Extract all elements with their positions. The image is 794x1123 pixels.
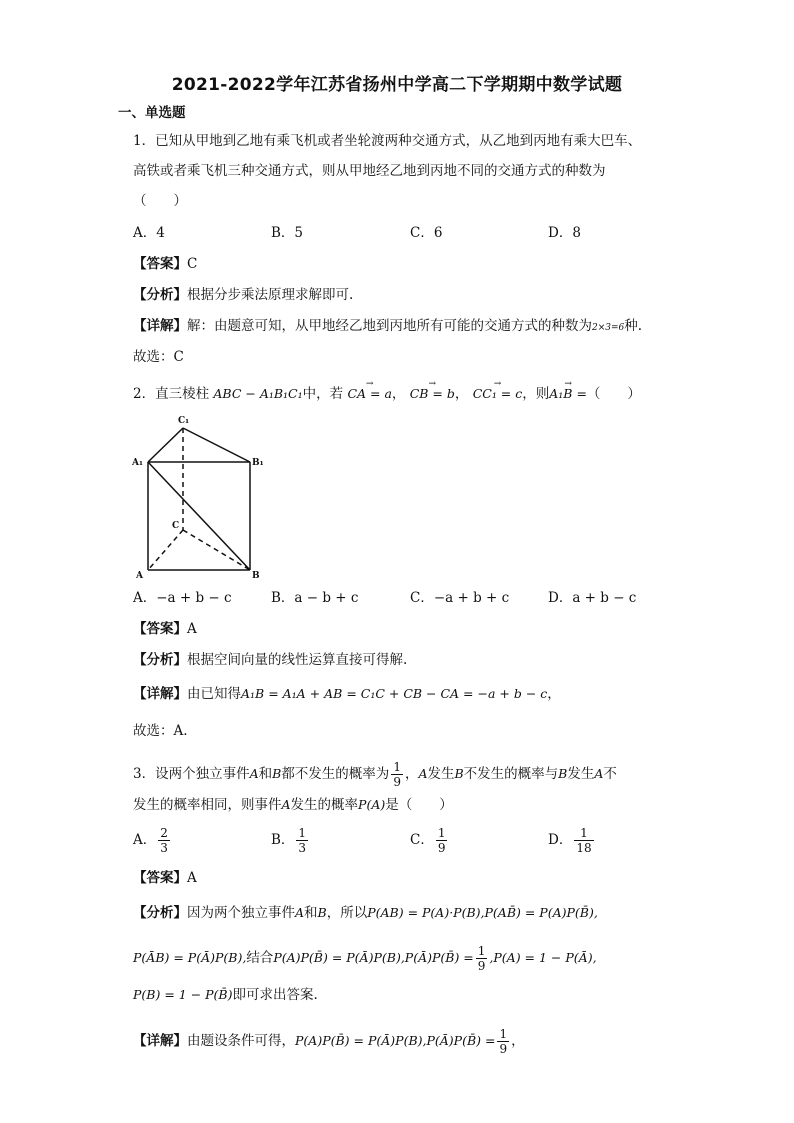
q3-event-b: B bbox=[558, 766, 568, 781]
choice-fraction bbox=[436, 826, 448, 855]
q1-detail-math: 2×3=6 bbox=[592, 323, 625, 333]
q3-analysis-line2 bbox=[133, 944, 597, 973]
q3-fraction bbox=[391, 760, 403, 789]
q2-conclusion: 故选：A. bbox=[133, 723, 188, 739]
q2-stem: 2．直三棱柱 ABC − A₁B₁C₁中，若 → CA = a， → CB = b， → CC₁ = c，则→ A₁B =（ ） bbox=[133, 385, 641, 403]
choice-letter: D． bbox=[548, 832, 573, 848]
q2-answer bbox=[133, 620, 197, 638]
prism-figure bbox=[128, 412, 268, 582]
q2-detail-text: 由已知得 bbox=[187, 686, 241, 702]
edge-c1-a1 bbox=[148, 428, 183, 462]
q3-detail bbox=[133, 1027, 525, 1056]
q3-text: 3．设两个独立事件 bbox=[133, 766, 250, 782]
fraction-numerator: 1 bbox=[574, 826, 593, 841]
q3-text: 和 bbox=[304, 905, 318, 921]
q3-text: 是（ ） bbox=[385, 797, 453, 813]
fraction-numerator: 1 bbox=[393, 760, 401, 774]
q3-text: 发生的概率 bbox=[290, 797, 359, 813]
choice-letter: C． bbox=[410, 832, 434, 848]
q1-choice-c: C．6 bbox=[410, 225, 443, 241]
q2-mid: 中，若 bbox=[302, 386, 344, 402]
q2-cond1: → CA = a bbox=[347, 385, 391, 403]
label-b1: B₁ bbox=[252, 458, 264, 468]
label-c: C bbox=[172, 521, 180, 531]
q2-cond3: → CC₁ = c bbox=[473, 385, 523, 403]
section-heading: 一、单选题 bbox=[118, 105, 186, 121]
q2-choice-b: B．a − b + c bbox=[271, 590, 359, 606]
q2-choice-c: C．−a + b + c bbox=[410, 590, 510, 606]
q2-lead: 2．直三棱柱 bbox=[133, 386, 210, 402]
q3-detail-math: P(A)P(B̄) = P(Ā)P(B),P(Ā)P(B̄) = bbox=[295, 1033, 496, 1048]
q1-detail bbox=[133, 317, 642, 337]
q2-target: → A₁B = bbox=[549, 385, 587, 403]
q3-event-b: B bbox=[272, 766, 282, 781]
q2-cond2: → CB = b bbox=[410, 385, 455, 403]
q2-detail-end: ， bbox=[547, 686, 561, 702]
q3-event-a: A bbox=[281, 797, 291, 812]
q3-analysis-math: P(A)P(B̄) = P(Ā)P(B),P(Ā)P(B̄) = bbox=[273, 950, 474, 965]
q3-text: 结合 bbox=[246, 950, 274, 966]
q1-conclusion: 故选：C bbox=[133, 349, 184, 365]
q3-event-a: A bbox=[249, 766, 259, 781]
q1-stem-line2: 高铁或者乘飞机三种交通方式，则从甲地经乙地到丙地不同的交通方式的种数为 bbox=[133, 163, 606, 179]
q2-choice-d: D．a + b − c bbox=[548, 590, 637, 606]
choice-letter: B． bbox=[271, 832, 295, 848]
q2-paren: （ ） bbox=[586, 386, 641, 402]
q3-text: 即可求出答案. bbox=[232, 987, 318, 1003]
q3-choice-b bbox=[271, 826, 310, 855]
q2-analysis bbox=[133, 651, 407, 669]
fraction-denominator: 9 bbox=[499, 1042, 508, 1056]
q2-analysis-tag: 【分析】 bbox=[133, 652, 187, 668]
q3-text: ， bbox=[404, 766, 419, 782]
q2-detail-tag: 【详解】 bbox=[133, 686, 187, 702]
q3-event-a: A bbox=[295, 905, 305, 920]
q3-text: 发生 bbox=[427, 766, 455, 782]
fraction-numerator: 1 bbox=[477, 944, 486, 958]
q2-detail bbox=[133, 685, 561, 703]
q1-answer-tag: 【答案】 bbox=[133, 256, 187, 272]
q3-stem-line2 bbox=[133, 796, 453, 814]
q3-detail-tag: 【详解】 bbox=[133, 1033, 187, 1049]
q1-analysis-text: 根据分步乘法原理求解即可. bbox=[187, 287, 354, 303]
fraction-denominator: 9 bbox=[393, 775, 401, 789]
q3-answer-tag: 【答案】 bbox=[133, 870, 187, 886]
q3-choice-d bbox=[548, 826, 596, 855]
label-a: A bbox=[136, 571, 143, 581]
fraction-numerator: 1 bbox=[298, 826, 307, 840]
label-a1: A₁ bbox=[132, 458, 143, 468]
q3-analysis-math: P(B) = 1 − P(B̄) bbox=[133, 987, 233, 1002]
q2-detail-math: A₁B = A₁A + AB = C₁C + CB − CA = −a + b − c bbox=[241, 686, 548, 701]
q3-text: 不发生的概率与 bbox=[463, 766, 559, 782]
choice-fraction bbox=[574, 826, 593, 855]
fraction-denominator: 18 bbox=[576, 841, 592, 855]
q3-text: ， bbox=[511, 1033, 525, 1049]
fraction-numerator: 1 bbox=[499, 1027, 508, 1041]
q3-analysis-line3 bbox=[133, 986, 318, 1004]
q3-choice-a bbox=[133, 826, 172, 855]
q3-prob-expr: P(A) bbox=[358, 797, 386, 812]
q2-choice-a: A．−a + b − c bbox=[133, 590, 232, 606]
q3-event-b: B bbox=[454, 766, 464, 781]
q3-event-a: A bbox=[594, 766, 604, 781]
q3-text: 发生 bbox=[567, 766, 595, 782]
q3-stem-line1 bbox=[133, 760, 617, 789]
edge-c1-b1 bbox=[183, 428, 250, 462]
q3-event-a: A bbox=[418, 766, 428, 781]
q3-text: 不 bbox=[603, 766, 617, 782]
fraction-numerator: 2 bbox=[160, 826, 168, 840]
q3-event-b: B bbox=[317, 905, 327, 920]
q3-text: ，所以 bbox=[326, 905, 368, 921]
fraction-denominator: 3 bbox=[160, 841, 168, 855]
page-title: 2021-2022学年江苏省扬州中学高二下学期期中数学试题 bbox=[171, 75, 623, 95]
q3-analysis-tag: 【分析】 bbox=[133, 905, 187, 921]
fraction-denominator: 9 bbox=[477, 959, 486, 973]
edge-c-b-hidden bbox=[183, 530, 250, 570]
edge-c-a-hidden bbox=[148, 530, 183, 570]
q2-answer-tag: 【答案】 bbox=[133, 621, 187, 637]
q3-detail-fraction bbox=[497, 1027, 509, 1056]
label-b: B bbox=[252, 571, 260, 581]
q1-detail-tag: 【详解】 bbox=[133, 318, 187, 334]
q3-answer-value: A bbox=[187, 870, 197, 886]
q1-detail-text: 解：由题意可知，从甲地经乙地到丙地所有可能的交通方式的种数为 bbox=[187, 318, 592, 334]
q2-answer-value: A bbox=[187, 621, 197, 637]
q3-text: 由题设条件可得， bbox=[187, 1033, 295, 1049]
q3-analysis-fraction bbox=[476, 944, 488, 973]
q3-text: 因为两个独立事件 bbox=[187, 905, 295, 921]
q3-text: 和 bbox=[258, 766, 273, 782]
q3-text: 都不发生的概率为 bbox=[281, 766, 390, 782]
q3-analysis-math: ,P(A) = 1 − P(Ā), bbox=[489, 950, 597, 965]
q1-stem-line3: （ ） bbox=[133, 193, 187, 209]
q2-prism: ABC − A₁B₁C₁ bbox=[213, 386, 303, 401]
q1-choice-b: B．5 bbox=[271, 225, 304, 241]
q2-ask: ，则 bbox=[522, 386, 550, 402]
choice-letter: A． bbox=[133, 832, 157, 848]
q1-answer-value: C bbox=[187, 256, 198, 272]
q2-analysis-text: 根据空间向量的线性运算直接可得解. bbox=[187, 652, 408, 668]
q1-choice-d: D．8 bbox=[548, 225, 581, 241]
q3-analysis-math: P(ĀB) = P(Ā)P(B), bbox=[133, 950, 247, 965]
q1-detail-end: 种. bbox=[624, 318, 643, 334]
fraction-denominator: 3 bbox=[298, 841, 307, 855]
q3-choice-c bbox=[410, 826, 449, 855]
q3-analysis-line1 bbox=[133, 904, 598, 922]
choice-fraction bbox=[296, 826, 308, 855]
fraction-denominator: 9 bbox=[437, 841, 446, 855]
q1-stem-line1: 1．已知从甲地到乙地有乘飞机或者坐轮渡两种交通方式，从乙地到丙地有乘大巴车、 bbox=[133, 133, 642, 149]
q3-text: 发生的概率相同，则事件 bbox=[133, 797, 282, 813]
label-c1: C₁ bbox=[178, 416, 190, 426]
q1-analysis-tag: 【分析】 bbox=[133, 287, 187, 303]
choice-fraction bbox=[158, 826, 170, 855]
q3-answer bbox=[133, 869, 197, 887]
q1-choice-a: A．4 bbox=[133, 225, 165, 241]
fraction-numerator: 1 bbox=[437, 826, 446, 840]
q1-analysis bbox=[133, 286, 353, 304]
q3-analysis-math: P(AB) = P(A)·P(B),P(AB̄) = P(A)P(B̄), bbox=[367, 905, 598, 920]
q1-answer bbox=[133, 255, 197, 273]
edge-a1-b bbox=[148, 462, 250, 570]
